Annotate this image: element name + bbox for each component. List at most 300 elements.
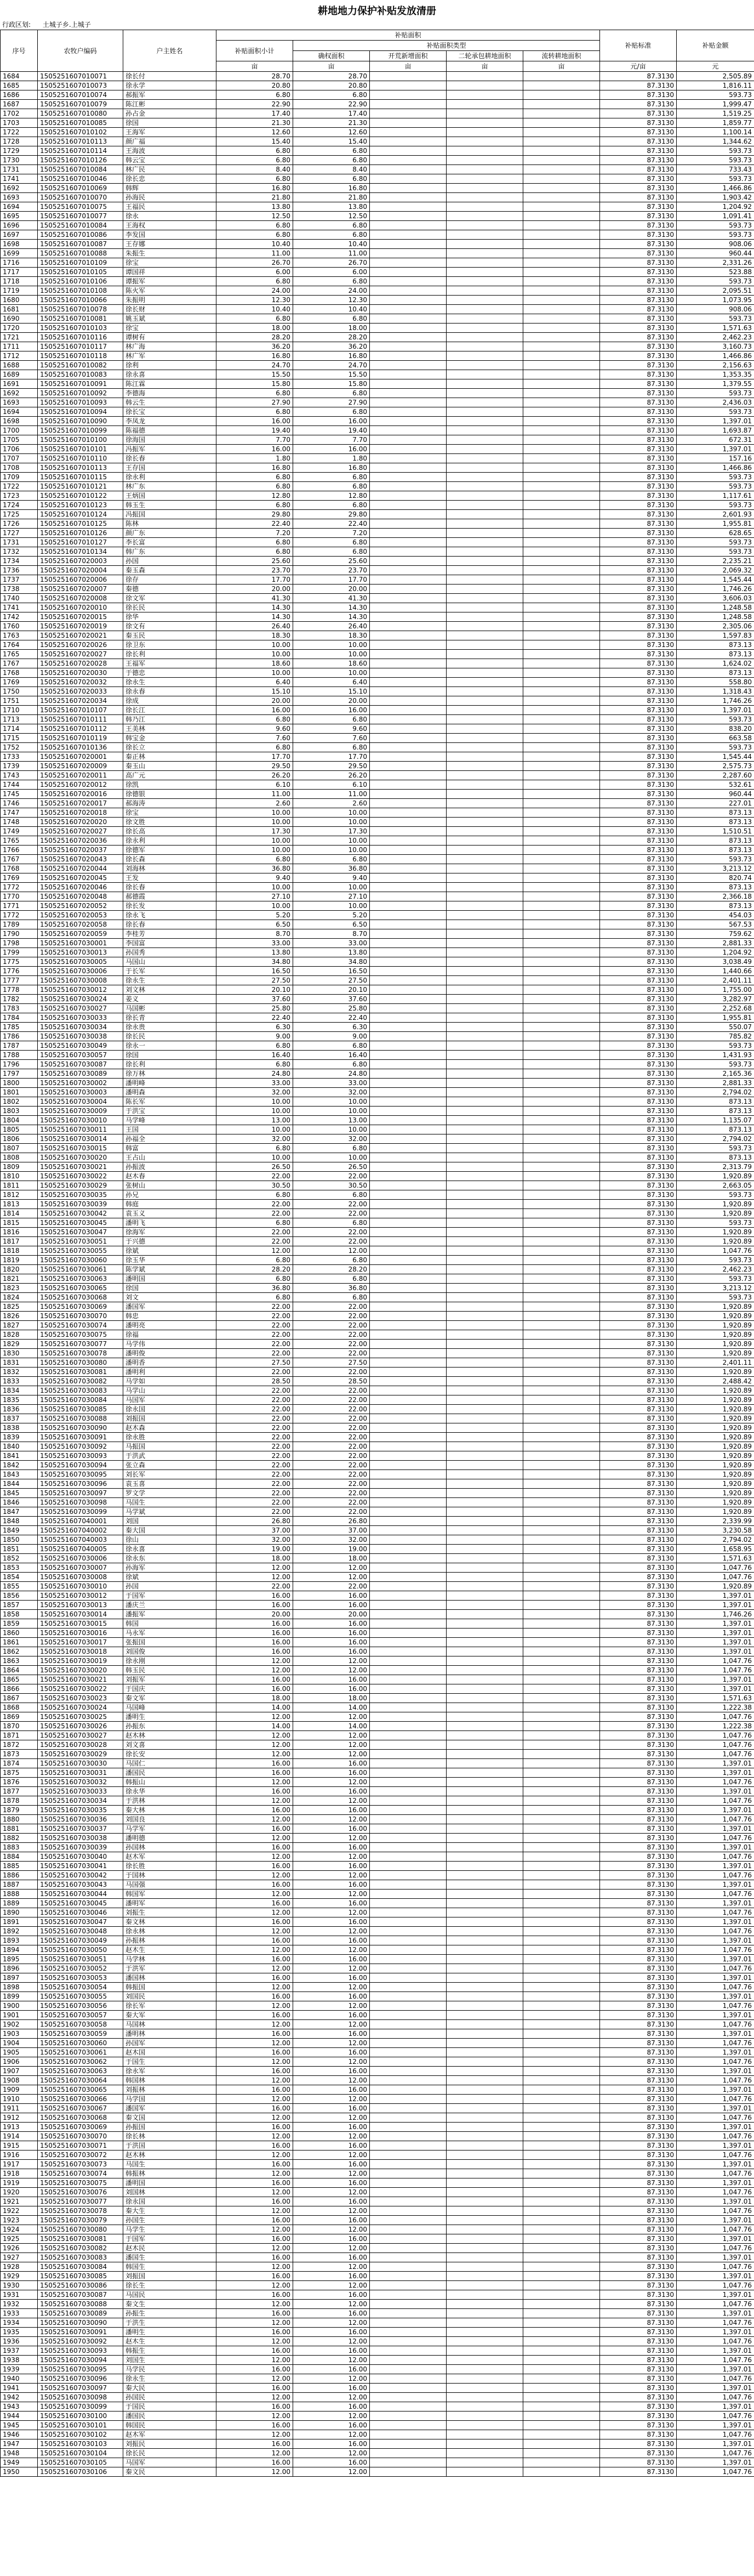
cell-area-type-4 <box>523 1125 600 1134</box>
cell-area-total: 12.00 <box>216 1908 293 1917</box>
cell-area-type-1: 16.00 <box>293 2234 370 2244</box>
cell-area-type-2 <box>370 1806 447 1815</box>
cell-area-type-4 <box>523 1162 600 1172</box>
cell-rate: 87.3130 <box>600 1349 677 1358</box>
cell-area-type-4 <box>523 1638 600 1647</box>
cell-name: 马国生 <box>123 1498 216 1507</box>
table-row <box>1 146 754 156</box>
cell-rate: 87.3130 <box>600 808 677 818</box>
cell-area-type-1: 16.00 <box>293 2253 370 2262</box>
cell-amount: 1,397.01 <box>677 2085 754 2095</box>
cell-seq: 1728 <box>1 137 38 146</box>
cell-area-type-4 <box>523 1936 600 1945</box>
cell-area-type-1: 12.00 <box>293 2300 370 2309</box>
cell-seq: 1895 <box>1 1955 38 1964</box>
cell-area-type-3 <box>447 1806 523 1815</box>
cell-name: 潘明生 <box>123 1712 216 1722</box>
cell-seq: 1940 <box>1 2374 38 2384</box>
cell-seq: 1922 <box>1 2206 38 2216</box>
table-row <box>1 1917 754 1927</box>
cell-area-type-3 <box>447 743 523 752</box>
cell-amount: 593.73 <box>677 221 754 230</box>
cell-area-type-4 <box>523 2253 600 2262</box>
cell-area-type-1: 22.00 <box>293 1200 370 1209</box>
cell-seq: 1937 <box>1 2346 38 2356</box>
cell-area-type-1: 22.00 <box>293 1172 370 1181</box>
cell-name: 王美林 <box>123 724 216 734</box>
cell-area-total: 16.00 <box>216 2272 293 2281</box>
cell-area-type-1: 22.00 <box>293 1489 370 1498</box>
cell-area-type-3 <box>447 612 523 622</box>
cell-area-type-1: 16.00 <box>293 2160 370 2169</box>
cell-area-type-2 <box>370 1162 447 1172</box>
cell-name: 王海军 <box>123 128 216 137</box>
cell-code: 1505251607030104 <box>38 2449 123 2458</box>
cell-area-total: 26.20 <box>216 771 293 780</box>
cell-area-type-2 <box>370 1731 447 1740</box>
cell-area-type-4 <box>523 184 600 193</box>
cell-amount: 1,047.76 <box>677 2467 754 2477</box>
table-row <box>1 827 754 836</box>
cell-rate: 87.3130 <box>600 1834 677 1843</box>
cell-area-total: 6.80 <box>216 230 293 240</box>
table-row <box>1 1619 754 1629</box>
cell-area-type-2 <box>370 118 447 128</box>
unit-area-type-4: 亩 <box>523 61 600 72</box>
table-row <box>1 1218 754 1228</box>
cell-code: 1505251607010123 <box>38 501 123 510</box>
cell-seq: 1942 <box>1 2393 38 2402</box>
cell-name: 秦大林 <box>123 1806 216 1815</box>
cell-name: 刘国林 <box>123 2188 216 2197</box>
cell-amount: 1,920.89 <box>677 1498 754 1507</box>
cell-name: 马学林 <box>123 1955 216 1964</box>
cell-area-type-1: 20.00 <box>293 696 370 706</box>
cell-rate: 87.3130 <box>600 911 677 920</box>
table-row <box>1 240 754 249</box>
cell-area-type-1: 33.00 <box>293 1079 370 1088</box>
cell-code: 1505251607030083 <box>38 1386 123 1395</box>
cell-area-total: 16.00 <box>216 1629 293 1638</box>
cell-area-type-3 <box>447 454 523 463</box>
cell-code: 1505251607010106 <box>38 277 123 286</box>
cell-rate: 87.3130 <box>600 473 677 482</box>
cell-seq: 1789 <box>1 920 38 929</box>
cell-area-type-3 <box>447 72 523 81</box>
cell-amount: 1,397.01 <box>677 2421 754 2430</box>
cell-code: 1505251607030084 <box>38 1395 123 1405</box>
cell-amount: 593.73 <box>677 1274 754 1284</box>
cell-area-type-1: 29.80 <box>293 510 370 519</box>
cell-area-type-3 <box>447 1153 523 1162</box>
cell-area-type-4 <box>523 2206 600 2216</box>
cell-amount: 1,047.76 <box>677 1815 754 1824</box>
cell-name: 徐长森 <box>123 855 216 864</box>
cell-area-type-1: 22.00 <box>293 1321 370 1330</box>
cell-area-type-4 <box>523 1414 600 1423</box>
cell-area-type-1: 7.70 <box>293 435 370 445</box>
cell-area-type-1: 12.00 <box>293 1890 370 1899</box>
cell-area-type-1: 22.00 <box>293 1433 370 1442</box>
cell-area-type-1: 8.70 <box>293 929 370 939</box>
table-row <box>1 1433 754 1442</box>
cell-area-total: 6.80 <box>216 221 293 230</box>
cell-area-type-2 <box>370 1134 447 1144</box>
cell-code: 1505251607030076 <box>38 2188 123 2197</box>
cell-area-type-4 <box>523 2384 600 2393</box>
cell-area-type-4 <box>523 2216 600 2225</box>
cell-area-type-4 <box>523 2151 600 2160</box>
table-row <box>1 1601 754 1610</box>
cell-seq: 1899 <box>1 1992 38 2001</box>
table-row <box>1 230 754 240</box>
cell-area-type-3 <box>447 1162 523 1172</box>
cell-seq: 1900 <box>1 2001 38 2011</box>
cell-area-type-2 <box>370 1740 447 1750</box>
cell-area-total: 16.00 <box>216 2178 293 2188</box>
cell-rate: 87.3130 <box>600 846 677 855</box>
cell-area-total: 6.80 <box>216 1293 293 1302</box>
cell-area-type-1: 7.60 <box>293 734 370 743</box>
cell-seq: 1771 <box>1 901 38 911</box>
cell-area-type-4 <box>523 445 600 454</box>
cell-amount: 1,047.76 <box>677 2206 754 2216</box>
cell-area-type-2 <box>370 2001 447 2011</box>
cell-area-total: 16.50 <box>216 967 293 976</box>
cell-seq: 1742 <box>1 612 38 622</box>
cell-area-type-2 <box>370 650 447 659</box>
cell-area-type-1: 6.80 <box>293 1256 370 1265</box>
cell-area-total: 24.80 <box>216 1069 293 1079</box>
cell-area-type-1: 10.00 <box>293 650 370 659</box>
cell-area-type-3 <box>447 1395 523 1405</box>
table-row <box>1 1899 754 1908</box>
cell-area-type-4 <box>523 1321 600 1330</box>
cell-area-type-3 <box>447 1647 523 1656</box>
cell-code: 1505251607030036 <box>38 1815 123 1824</box>
cell-name: 徐国 <box>123 118 216 128</box>
cell-name: 陈江霖 <box>123 379 216 389</box>
cell-name: 孙兄 <box>123 1190 216 1200</box>
cell-code: 1505251607010118 <box>38 351 123 361</box>
cell-seq: 1718 <box>1 277 38 286</box>
table-row <box>1 1852 754 1862</box>
cell-rate: 87.3130 <box>600 734 677 743</box>
cell-amount: 1,397.01 <box>677 2439 754 2449</box>
cell-amount: 2,095.51 <box>677 286 754 296</box>
cell-area-type-4 <box>523 1498 600 1507</box>
table-row <box>1 389 754 398</box>
cell-area-type-2 <box>370 2412 447 2421</box>
cell-code: 1505251607010073 <box>38 81 123 90</box>
cell-area-type-2 <box>370 1395 447 1405</box>
cell-area-total: 14.30 <box>216 603 293 612</box>
cell-rate: 87.3130 <box>600 976 677 985</box>
cell-name: 于洪军 <box>123 1964 216 1973</box>
cell-amount: 1,047.76 <box>677 1740 754 1750</box>
cell-name: 于洪生 <box>123 2318 216 2328</box>
cell-area-type-2 <box>370 1973 447 1983</box>
cell-area-type-4 <box>523 1694 600 1703</box>
cell-area-type-4 <box>523 715 600 724</box>
cell-name: 郝德霞 <box>123 892 216 901</box>
table-row <box>1 1237 754 1246</box>
table-row <box>1 976 754 985</box>
table-row <box>1 790 754 799</box>
table-row <box>1 1638 754 1647</box>
table-row <box>1 1973 754 1983</box>
cell-code: 1505251607010066 <box>38 296 123 305</box>
cell-seq: 1921 <box>1 2197 38 2206</box>
cell-area-total: 16.00 <box>216 2253 293 2262</box>
cell-rate: 87.3130 <box>600 901 677 911</box>
cell-seq: 1798 <box>1 939 38 948</box>
cell-area-type-4 <box>523 1750 600 1759</box>
cell-area-type-2 <box>370 1992 447 2001</box>
cell-seq: 1751 <box>1 696 38 706</box>
cell-area-type-4 <box>523 482 600 491</box>
cell-code: 1505251607030022 <box>38 1684 123 1694</box>
cell-area-type-4 <box>523 762 600 771</box>
table-row <box>1 2402 754 2412</box>
cell-rate: 87.3130 <box>600 2132 677 2141</box>
cell-area-type-1: 16.00 <box>293 1629 370 1638</box>
cell-area-type-4 <box>523 2048 600 2057</box>
cell-name: 马振国 <box>123 1442 216 1451</box>
cell-area-type-3 <box>447 1908 523 1917</box>
cell-rate: 87.3130 <box>600 1172 677 1181</box>
cell-code: 1505251607030047 <box>38 1917 123 1927</box>
cell-amount: 1,047.76 <box>677 1750 754 1759</box>
cell-area-type-2 <box>370 81 447 90</box>
cell-amount: 523.88 <box>677 268 754 277</box>
cell-amount: 1,353.35 <box>677 370 754 379</box>
cell-name: 姜义 <box>123 995 216 1004</box>
cell-area-type-2 <box>370 2430 447 2439</box>
cell-area-type-1: 36.80 <box>293 1284 370 1293</box>
cell-code: 1505251607030040 <box>38 1852 123 1862</box>
cell-area-type-2 <box>370 1125 447 1134</box>
cell-area-total: 33.00 <box>216 939 293 948</box>
cell-seq: 1687 <box>1 100 38 109</box>
cell-area-type-3 <box>447 249 523 258</box>
cell-area-type-3 <box>447 2039 523 2048</box>
table-row <box>1 165 754 174</box>
cell-area-type-3 <box>447 603 523 612</box>
cell-area-total: 20.00 <box>216 585 293 594</box>
cell-rate: 87.3130 <box>600 1917 677 1927</box>
cell-amount: 1,135.07 <box>677 1116 754 1125</box>
cell-name: 徐长利 <box>123 650 216 659</box>
cell-code: 1505251607030082 <box>38 2244 123 2253</box>
cell-area-type-1: 12.50 <box>293 212 370 221</box>
cell-area-total: 27.90 <box>216 398 293 407</box>
cell-rate: 87.3130 <box>600 398 677 407</box>
cell-name: 于洪林 <box>123 1796 216 1806</box>
cell-area-type-1: 2.60 <box>293 799 370 808</box>
cell-rate: 87.3130 <box>600 324 677 333</box>
cell-seq: 1803 <box>1 1107 38 1116</box>
cell-area-total: 12.00 <box>216 2113 293 2123</box>
cell-seq: 1707 <box>1 454 38 463</box>
cell-area-type-4 <box>523 2272 600 2281</box>
table-row <box>1 370 754 379</box>
cell-rate: 87.3130 <box>600 370 677 379</box>
cell-code: 1505251607030099 <box>38 1507 123 1517</box>
cell-area-type-4 <box>523 2197 600 2206</box>
cell-amount: 1,047.76 <box>677 1731 754 1740</box>
table-row <box>1 1880 754 1890</box>
cell-area-total: 19.00 <box>216 1545 293 1554</box>
cell-area-total: 13.80 <box>216 948 293 957</box>
table-row <box>1 351 754 361</box>
table-row <box>1 743 754 752</box>
cell-area-total: 6.80 <box>216 1190 293 1200</box>
cell-code: 1505251607030063 <box>38 2067 123 2076</box>
cell-area-type-1: 7.20 <box>293 529 370 538</box>
cell-area-type-3 <box>447 640 523 650</box>
cell-area-type-4 <box>523 1330 600 1340</box>
cell-seq: 1878 <box>1 1796 38 1806</box>
cell-amount: 2,575.73 <box>677 762 754 771</box>
cell-code: 1505251607030093 <box>38 1451 123 1461</box>
cell-code: 1505251607020015 <box>38 612 123 622</box>
cell-area-type-1: 26.50 <box>293 1162 370 1172</box>
cell-area-type-2 <box>370 1023 447 1032</box>
cell-area-total: 16.00 <box>216 2160 293 2169</box>
cell-area-type-3 <box>447 1880 523 1890</box>
cell-area-type-4 <box>523 314 600 324</box>
cell-rate: 87.3130 <box>600 193 677 202</box>
cell-code: 1505251607020032 <box>38 678 123 687</box>
table-row <box>1 873 754 883</box>
cell-area-type-4 <box>523 1778 600 1787</box>
table-row <box>1 1871 754 1880</box>
cell-area-type-2 <box>370 995 447 1004</box>
cell-area-type-1: 6.80 <box>293 174 370 184</box>
cell-name: 徐利 <box>123 361 216 370</box>
cell-area-type-4 <box>523 1852 600 1862</box>
table-row <box>1 1498 754 1507</box>
cell-seq: 1889 <box>1 1899 38 1908</box>
cell-amount: 1,248.58 <box>677 612 754 622</box>
cell-area-total: 16.00 <box>216 1591 293 1601</box>
cell-name: 马学民 <box>123 2365 216 2374</box>
cell-area-type-2 <box>370 1330 447 1340</box>
cell-seq: 1725 <box>1 510 38 519</box>
cell-seq: 1949 <box>1 2458 38 2467</box>
cell-area-total: 22.00 <box>216 1582 293 1591</box>
cell-area-type-2 <box>370 2132 447 2141</box>
cell-amount: 1,397.01 <box>677 1684 754 1694</box>
cell-name: 王海权 <box>123 221 216 230</box>
cell-amount: 1,397.01 <box>677 1917 754 1927</box>
cell-seq: 1722 <box>1 128 38 137</box>
cell-seq: 1918 <box>1 2169 38 2178</box>
table-row <box>1 2467 754 2477</box>
cell-area-type-2 <box>370 892 447 901</box>
table-row <box>1 72 754 81</box>
cell-area-type-4 <box>523 1470 600 1479</box>
table-row <box>1 1927 754 1936</box>
table-row <box>1 864 754 873</box>
table-row <box>1 771 754 780</box>
cell-rate: 87.3130 <box>600 1694 677 1703</box>
cell-code: 1505251607010112 <box>38 724 123 734</box>
cell-name: 徐长利 <box>123 1060 216 1069</box>
cell-name: 徐卫东 <box>123 640 216 650</box>
cell-seq: 1929 <box>1 2272 38 2281</box>
cell-seq: 1685 <box>1 81 38 90</box>
cell-rate: 87.3130 <box>600 2467 677 2477</box>
cell-name: 潘明国 <box>123 1274 216 1284</box>
table-row <box>1 258 754 268</box>
cell-area-type-4 <box>523 957 600 967</box>
cell-rate: 87.3130 <box>600 957 677 967</box>
cell-code: 1505251607030041 <box>38 1862 123 1871</box>
cell-rate: 87.3130 <box>600 1554 677 1563</box>
cell-area-type-1: 16.00 <box>293 2067 370 2076</box>
cell-seq: 1776 <box>1 967 38 976</box>
cell-seq: 1883 <box>1 1843 38 1852</box>
cell-area-total: 10.00 <box>216 808 293 818</box>
cell-name: 王海波 <box>123 146 216 156</box>
cell-seq: 1692 <box>1 389 38 398</box>
cell-code: 1505251607010126 <box>38 156 123 165</box>
cell-area-type-3 <box>447 2169 523 2178</box>
cell-code: 1505251607030029 <box>38 1750 123 1759</box>
cell-code: 1505251607010077 <box>38 212 123 221</box>
cell-area-total: 17.70 <box>216 575 293 585</box>
cell-amount: 593.73 <box>677 314 754 324</box>
cell-area-type-3 <box>447 538 523 547</box>
cell-area-type-3 <box>447 771 523 780</box>
cell-area-type-4 <box>523 799 600 808</box>
cell-area-type-4 <box>523 501 600 510</box>
cell-area-total: 25.80 <box>216 1004 293 1013</box>
cell-seq: 1702 <box>1 109 38 118</box>
cell-area-type-1: 34.80 <box>293 957 370 967</box>
cell-area-type-1: 6.80 <box>293 538 370 547</box>
cell-name: 马国峰 <box>123 1703 216 1712</box>
cell-area-type-2 <box>370 156 447 165</box>
cell-area-type-1: 16.00 <box>293 1601 370 1610</box>
cell-code: 1505251607030034 <box>38 1796 123 1806</box>
cell-area-total: 29.50 <box>216 762 293 771</box>
cell-area-type-2 <box>370 1144 447 1153</box>
cell-amount: 1,397.01 <box>677 1973 754 1983</box>
cell-seq: 1871 <box>1 1731 38 1740</box>
table-row <box>1 277 754 286</box>
cell-area-type-3 <box>447 1489 523 1498</box>
table-row <box>1 2234 754 2244</box>
cell-name: 徐长民 <box>123 1032 216 1041</box>
cell-seq: 1879 <box>1 1806 38 1815</box>
cell-area-type-4 <box>523 985 600 995</box>
cell-area-type-4 <box>523 1461 600 1470</box>
cell-rate: 87.3130 <box>600 557 677 566</box>
cell-area-type-3 <box>447 389 523 398</box>
cell-area-type-1: 16.00 <box>293 1759 370 1768</box>
cell-area-type-4 <box>523 1116 600 1125</box>
cell-amount: 2,305.06 <box>677 622 754 631</box>
cell-name: 陈林 <box>123 519 216 529</box>
cell-area-type-2 <box>370 1582 447 1591</box>
cell-name: 徐永贵 <box>123 1023 216 1032</box>
cell-area-type-2 <box>370 296 447 305</box>
cell-rate: 87.3130 <box>600 1908 677 1917</box>
cell-seq: 1880 <box>1 1815 38 1824</box>
